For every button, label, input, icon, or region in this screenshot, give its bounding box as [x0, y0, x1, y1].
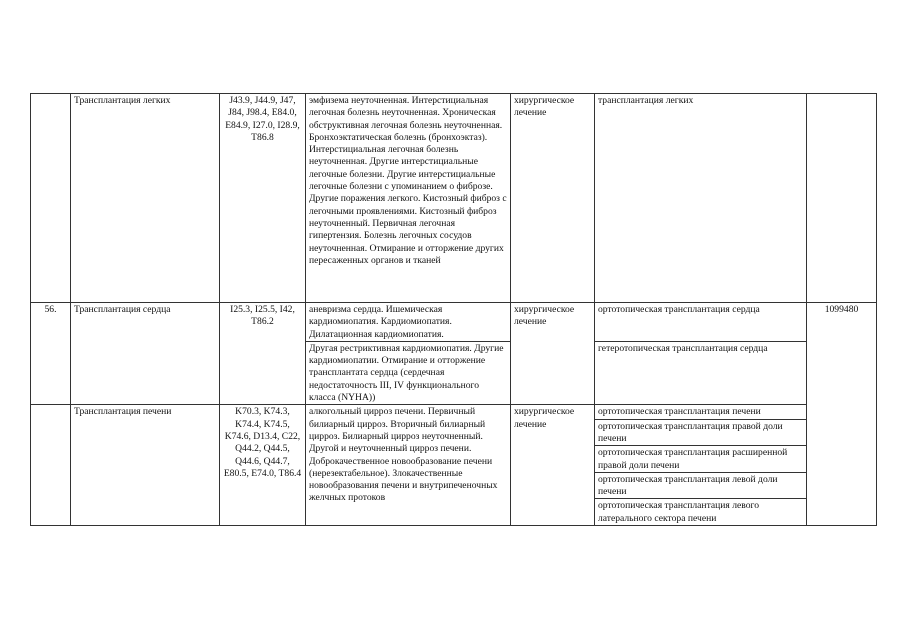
treatment-method: ортотопическая трансплантация левой доли печени	[595, 473, 806, 500]
treatment-type: хирургическое лечение	[511, 94, 595, 303]
medical-care-table	[30, 93, 877, 526]
row-number: 56.	[31, 303, 71, 405]
icd-codes: K70.3, K74.3, K74.4, K74.5, K74.6, D13.4, C22, Q44.2, Q44.5, Q44.6, Q44.7, E80.5, E74.0, T86.4	[220, 405, 306, 526]
cost-value	[807, 94, 877, 303]
row-number	[31, 94, 71, 303]
care-type-name: Трансплантация сердца	[71, 303, 220, 405]
treatment-method: ортотопическая трансплантация правой доли печени	[595, 420, 806, 447]
disease-model: эмфизема неуточненная. Интерстициальная легочная болезнь неуточненная. Хроническая обструктивная легочная болезнь неуточненная. Бронхоэктатическая болезнь (бронхоэктаз). Интерстициальная легочная болезнь неуточненная. Другие интерстициальные легочные болезни. Другие интерстициальные легочные болезни с упоминанием о фиброзе. Другие поражения легкого. Кистозный фиброз с легочными проявлениями. Кистозный фиброз неуточненный. Первичная легочная гипертензия. Болезнь легочных сосудов неуточненная. Отмирание и отторжение других пересаженных органов и тканей	[306, 94, 511, 303]
treatment-methods-list	[595, 405, 807, 526]
treatment-type: хирургическое лечение	[511, 303, 595, 405]
care-type-name: Трансплантация печени	[71, 405, 220, 526]
disease-model: алкогольный цирроз печени. Первичный билиарный цирроз. Вторичный билиарный цирроз. Билиарный цирроз неуточненный. Другой и неуточненный цирроз печени. Доброкачественное новообразование печени (нерезектабельное). Злокачественные новообразования печени и внутрипеченочных желчных протоков	[306, 405, 511, 526]
treatment-method: ортотопическая трансплантация сердца	[595, 303, 807, 342]
treatment-type: хирургическое лечение	[511, 405, 595, 526]
row-number	[31, 405, 71, 526]
disease-model: аневризма сердца. Ишемическая кардиомиопатия. Кардиомиопатия. Дилатационная кардиомиопатия.	[306, 303, 511, 342]
table-row	[31, 94, 877, 303]
cost-value: 1099480	[807, 303, 877, 526]
treatment-method: гетеротопическая трансплантация сердца	[595, 341, 807, 404]
table-row	[31, 405, 877, 526]
treatment-method: трансплантация легких	[595, 94, 807, 303]
disease-model-continued: Другая рестриктивная кардиомиопатия. Другие кардиомиопатии. Отмирание и отторжение трансплантата сердца (сердечная недостаточность III, IV функционального класса (NYHA))	[306, 341, 511, 404]
icd-codes: I25.3, I25.5, I42, T86.2	[220, 303, 306, 405]
icd-codes: J43.9, J44.9, J47, J84, J98.4, E84.0, E84.9, I27.0, I28.9, T86.8	[220, 94, 306, 303]
table-row	[31, 303, 877, 342]
treatment-method: ортотопическая трансплантация левого латерального сектора печени	[598, 500, 760, 524]
treatment-method: ортотопическая трансплантация расширенной правой доли печени	[595, 446, 806, 473]
treatment-method: ортотопическая трансплантация печени	[595, 405, 806, 419]
care-type-name: Трансплантация легких	[71, 94, 220, 303]
